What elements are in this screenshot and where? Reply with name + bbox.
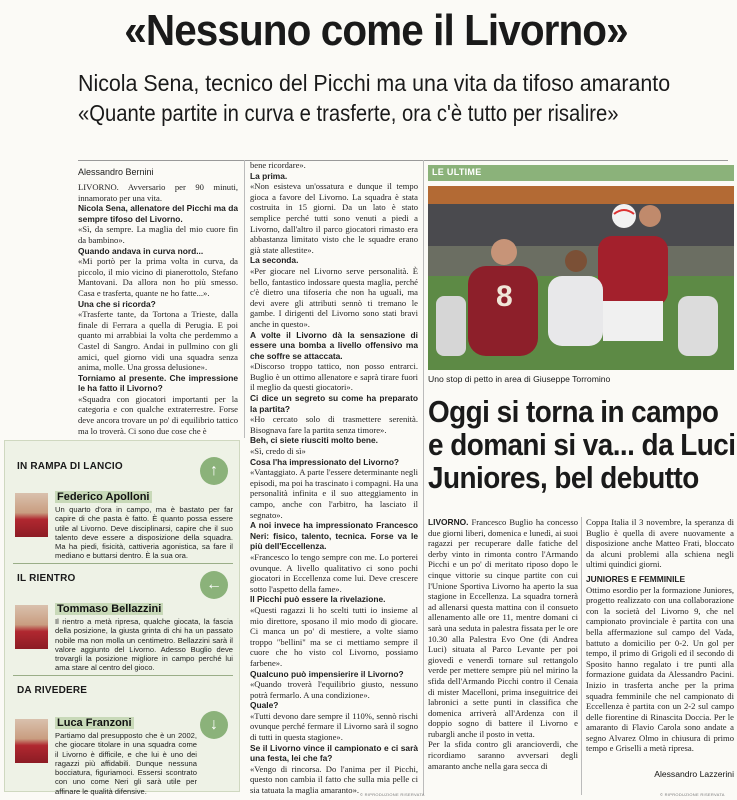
paragraph: «Discorso troppo tattico, non posso entrarci. Buglio è un ottimo allenatore e saprà tirare fuori il meglio da questi giocatori». <box>250 361 418 393</box>
author: Alessandro Bernini <box>78 167 154 177</box>
subheadline-1: Nicola Sena, tecnico del Picchi ma una vita da tifoso amaranto <box>78 70 671 96</box>
arrow-up-icon: ↑ <box>200 457 228 485</box>
interview-question: Qualcuno può impensierire il Livorno? <box>250 668 404 679</box>
column-divider <box>423 160 424 795</box>
footer-copyright: © RIPRODUZIONE RISERVATA <box>660 792 725 797</box>
secondary-headline-line: Juniores, bel debutto <box>428 460 699 495</box>
paragraph: «Per giocare nel Livorno serve personalità. È bello, fantastico indossare questa maglia, perché c'è dietro una tifoseria che non ha uguali, ma devi avere gli attributi sennò ti tremano le gambe. I dirigenti del Livorno sono stati bravi anche in questo». <box>250 265 418 329</box>
section-title-rivedere: DA RIVEDERE <box>17 685 88 696</box>
photo-caption: Uno stop di petto in area di Giuseppe Torromino <box>428 374 611 384</box>
interview-question: Cosa l'ha impressionato del Livorno? <box>250 456 400 467</box>
interview-question: Quale? <box>250 700 279 711</box>
interview-question: A noi invece ha impressionato Francesco Neri: fisico, talento, tecnica. Forse va le più dell'Eccellenza. <box>250 520 418 552</box>
secondary-headline <box>428 394 736 495</box>
player-name-apolloni: Federico Apolloni <box>57 491 150 503</box>
paragraph: LIVORNO. Francesco Buglio ha concesso due giorni liberi, domenica e lunedì, ai suoi ragazzi per recuperare dalle fatiche del derby vinto in rimonta contro l'Armando Picchi e un po' di meritato riposo dopo le cinque vittorie su cinque partite con cui l'Unione Sportiva Livorno ha aperto la sua stagione in Eccellenza. La squadra tornerà ad allenarsi questa mattina con il consueto allenamento alle ore 11, mentre domani ci sarà una seduta in palestra fissata per le ore 10.30 alla Palestra Evo One (di Andrea Luci) situata al Parco Levante per poi giovedì e venerdì tornare sul rettangolo verde per mettere sempre più nel mirino la sfida dell'Armando Picchi contro il Cenaia di mister Macelloni, prima inseguitrice dei labronici a sette punti in classifica che domenica arriverà all'Ardenza con il doppio sogno di battere il Livorno e rubargli anche il posto in vetta. <box>428 517 578 739</box>
interview-question: A volte il Livorno dà la sensazione di essere una bomba a livello offensivo ma che soffre se attaccata. <box>250 329 418 361</box>
section-title-rientro: IL RIENTRO <box>17 573 76 584</box>
subheadline-2: «Quante partite in curva e trasferte, ora c'è tutto per risalire» <box>78 100 619 126</box>
paragraph: «Vantaggiato. A parte l'essere determinante negli episodi, ma poi ha trascinato i compagni. Ha una personalità infinita e il suo atteggiamento in campo, anche con l'arbitro, ha lasciato il segnato». <box>250 467 418 520</box>
article-column-3 <box>428 517 578 797</box>
sidebar-player-ratings <box>4 440 240 796</box>
player-photo-franzoni <box>15 719 48 763</box>
paragraph: Coppa Italia il 3 novembre, la speranza di Buglio è quella di avere nuovamente a disposizione anche Matteo Frati, bloccato da alcuni problemi alla schiena negli ultimi quindici giorni. <box>586 517 734 570</box>
player-name-bellazzini: Tommaso Bellazzini <box>57 603 162 615</box>
player-text-apolloni: Un quarto d'ora in campo, ma è bastato per far capire di che pasta è fatto. È quanto possa essere utile al Livorno. Deve disciplinarsi, capire che il suo talento deve essere a disposizione della squadra. Ma ha piedi, fisicità, cattiveria agonistica, sa fare il mediano e buttarsi dentro. È la sua ora. <box>55 505 233 561</box>
paragraph: Per la sfida contro gli arancioverdi, che ricordiamo saranno avversari degli amaranto anche nella gara secca di <box>428 739 578 771</box>
player-photo-apolloni <box>15 493 48 537</box>
arrow-down-icon: ↓ <box>200 711 228 739</box>
headline: «Nessuno come il Livorno» <box>124 6 628 55</box>
interview-question: Il Picchi può essere la rivelazione. <box>250 594 386 605</box>
paragraph: «Non esisteva un'ossatura e dunque il tempo gioca a favore del Livorno. La squadra è stata costruita in 15 giorni. Da un lato è stato semplice perché tutti sono venuti a piedi a Livorno, dall'altro il parco giocatori rimasto era abbastanza limitato visto che le squadre erano già state allestite». <box>250 181 418 255</box>
svg-text:8: 8 <box>496 280 513 313</box>
paragraph: bene ricordare». <box>250 160 306 170</box>
paragraph: «Francesco lo tengo sempre con me. Lo porterei ovunque. A livello qualitativo ci sono pochi giocatori in Eccellenza come lui. Deve crescere sotto l'aspetto della fame». <box>250 551 418 594</box>
interview-question: Nicola Sena, allenatore del Picchi ma da sempre tifoso del Livorno. <box>78 203 238 224</box>
interview-question: Ci dice un segreto su come ha preparato la partita? <box>250 393 418 414</box>
author-bottom: Alessandro Lazzerini <box>654 769 734 779</box>
article-column-1 <box>78 182 238 437</box>
paragraph: Ottimo esordio per la formazione Juniores, progetto realizzato con una collaborazione con la società del Livorno 9, che nel campionato provinciale è partita con una bella affermazione sul campo del Vada, battuto a domicilio per 0-2. Un gol per tempo, il primo di Grigoli ed il secondo di Sposito hanno regalato i tre punti alla formazione guidata da Alessandro Pacini. Inizio in trasferta anche per la prima squadra femminile che nel campionato di Eccellenza è partita con un 2-2 sul campo delle fiorentine di Rinascita Doccia. Per le amaranto di Flavio Carola sono andate a segno Alvarez Olmo in chiusura di primo tempo e Griselli a metà ripresa. <box>586 584 734 754</box>
paragraph: LIVORNO. Avversario per 90 minuti, innamorato per una vita. <box>78 182 238 203</box>
interview-question: Quando andava in curva nord... <box>78 245 204 256</box>
paragraph: «Mi portò per la prima volta in curva, da piccolo, il mio vicino di pianerottolo, Stefano Mantovani. Da allora non ho più smesso. Casa e trasferta, quante ne ho fatte...». <box>78 256 238 298</box>
interview-question: La seconda. <box>250 255 299 266</box>
paragraph: «Sì, da sempre. La maglia del mio cuore fin da bambino». <box>78 224 238 245</box>
subsection-heading: JUNIORES E FEMMINILE <box>586 573 686 584</box>
article-column-2 <box>250 160 418 795</box>
interview-question: Una che si ricorda? <box>78 298 156 309</box>
secondary-headline-line: e domani si va... da Luci <box>428 427 736 462</box>
interview-question: Torniamo al presente. Che impressione le ha fatto il Livorno? <box>78 372 238 394</box>
section-tag-label: LE ULTIME <box>432 167 482 177</box>
match-photo-illustration <box>428 186 734 370</box>
player-text-bellazzini: Il rientro a metà ripresa, qualche giocata, la fascia della posizione, la giusta grinta di chi ha un passato nobile ma non molla un centimetro. Bellazzini sarà il valore aggiunto del Livorno. Adesso Buglio deve trovargli la posizione migliore in campo perché lui ama stare al centro del gioco. <box>55 617 233 673</box>
paragraph: «Squadra con giocatori importanti per la categoria e con qualche extraterrestre. Forse deve ancora trovare un po' di equilibrio tattico ma lo troverà. Ci sono due cose che è <box>78 393 238 436</box>
paragraph: «Vengo di rincorsa. Do l'anima per il Picchi, questo non cambia il fatto che sulla mia pelle ci sia tatuata la maglia amaranto». <box>250 763 418 795</box>
paragraph: «Sì, credo di sì» <box>250 446 306 457</box>
article-column-4 <box>586 517 734 797</box>
player-photo-bellazzini <box>15 605 48 649</box>
interview-question: Se il Livorno vince il campionato e ci sarà una festa, lei che fa? <box>250 742 418 764</box>
interview-question: Beh, ci siete riusciti molto bene. <box>250 435 378 446</box>
match-photo <box>428 186 734 370</box>
arrow-left-icon: ← <box>200 571 228 599</box>
section-divider <box>13 563 233 564</box>
section-divider <box>13 675 233 676</box>
player-text-franzoni: Partiamo dal presupposto che è un 2002, che giocare titolare in una squadra come il Livorno è difficile, e che lui è uno dei ragazzi più affidabili. Dunque nessuna bocciatura, figuriamoci. Essersi scontrato con uno come Neri gli sarà utile per affinare le qualità difensive. <box>55 731 197 796</box>
paragraph: «Trasferte tante, da Tortona a Trieste, dalla finale di Ferrara a quella di Perugia. E poi quanto mi arrabbiai la volta che perdemmo a Castel di Sangro. Andai in pullmino con gli amici, quel giorno vidi una squadra senza anima, molle. Una grossa delusione». <box>78 309 238 373</box>
section-tag <box>428 165 734 181</box>
paragraph: «Ho cercato solo di trasmettere serenità. Bisognava fare la partita senza timore». <box>250 414 418 435</box>
column-divider <box>244 160 245 438</box>
player-name-franzoni: Luca Franzoni <box>57 717 132 729</box>
paragraph: «Quando troverà l'equilibrio giusto, nessuno potrà fermarlo. A una condizione». <box>250 679 418 700</box>
column-divider <box>581 517 582 795</box>
paragraph-lead: LIVORNO. <box>428 517 469 527</box>
interview-question: La prima. <box>250 170 288 181</box>
secondary-headline-line: Oggi si torna in campo <box>428 394 719 429</box>
paragraph: «Tutti devono dare sempre il 110%, sennò rischi ovunque perché fermare il Livorno sarà il sogno di tutti in questa stagione». <box>250 710 418 743</box>
footer-copyright: © RIPRODUZIONE RISERVATA <box>360 792 425 797</box>
section-title-rampa: IN RAMPA DI LANCIO <box>17 461 123 472</box>
paragraph: «Questi ragazzi li ho scelti tutti io insieme al mio direttore, sposano il mio modo di giocare. Ci manca un po' di mestiere, a volte siamo troppo "bellini" ma se ci mettiamo sempre il cuore che ho visto col Livorno, possiamo farbene». <box>250 604 418 668</box>
